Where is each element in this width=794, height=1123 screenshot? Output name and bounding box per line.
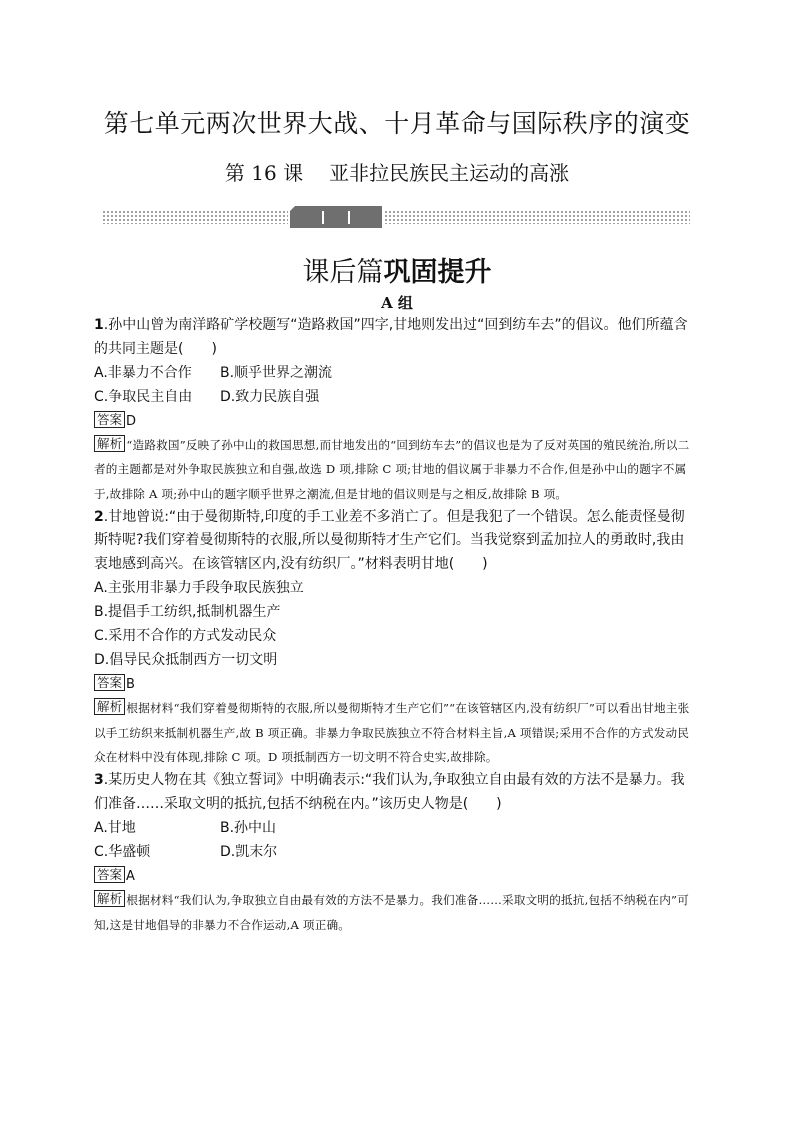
answer-value: D [126, 414, 137, 429]
section-title-normal: 课后篇 [302, 257, 384, 288]
lesson-title [0, 157, 794, 186]
lesson-number: 第 16 课 [224, 161, 304, 185]
question-list [94, 314, 698, 937]
unit-title: 第七单元两次世界大战、十月革命与国际秩序的演变 [103, 109, 691, 138]
question-number: 2 [94, 508, 104, 525]
options [94, 361, 698, 409]
question-text: .某历史人物在其《独立誓词》中明确表示:“我们认为,争取独立自由最有效的方法不是暴力。我们准备……采取文明的抵抗,包括不纳税在内。”该历史人物是( ) [94, 772, 685, 812]
analysis-text: 根据材料“我们穿着曼彻斯特的衣服,所以曼彻斯特才生产它们”“在该管辖区内,没有纺织厂”可以看出甘地主张以手工纺织来抵制机器生产,故 B 项正确。非暴力争取民族独立不符合材料主旨,A 项错误;采用不合作的方式发动民众在材料中没有体现,排除 C 项。D 项抵制西方一切文明不符合史实,故排除。 [94, 701, 690, 764]
option-a: A.非暴力不合作 [94, 365, 192, 381]
divider-tab-icon [290, 206, 382, 228]
options [94, 576, 698, 672]
analysis-text: “造路救国”反映了孙中山的救国思想,而甘地发出的“回到纺车去”的倡议也是为了反对英国的殖民统治,所以二者的主题都是对外争取民族独立和自强,故选 D 项,排除 C 项;甘地的倡议属于非暴力不合作,但是孙中山的题字不属于,故排除 A 项;孙中山的题字顺乎世界之潮流,但是甘地的倡议则是与之相反,故排除 B 项。 [94, 438, 690, 501]
analysis-tag: 解析 [94, 890, 125, 907]
dot-pattern-left [102, 210, 288, 224]
analysis [94, 888, 698, 937]
option-c: C.采用不合作的方式发动民众 [94, 628, 277, 645]
analysis-tag: 解析 [94, 435, 125, 452]
answer-line [94, 865, 698, 888]
question-1 [94, 314, 698, 506]
decorative-divider [102, 204, 690, 230]
lesson-name: 亚非拉民族民主运动的高涨 [329, 161, 570, 185]
option-b: B.提倡手工纺织,抵制机器生产 [94, 604, 281, 621]
question-stem [94, 314, 698, 361]
analysis [94, 696, 698, 769]
group-title: A 组 [381, 294, 413, 312]
option-a: A.主张用非暴力手段争取民族独立 [94, 580, 304, 597]
option-c: C.争取民主自由 [94, 389, 193, 405]
answer-tag: 答案 [94, 674, 125, 691]
analysis-tag: 解析 [94, 698, 125, 715]
answer-tag: 答案 [94, 411, 125, 428]
section-title-bold: 巩固提升 [383, 257, 492, 288]
answer-line [94, 410, 698, 433]
answer-value: A [126, 869, 135, 885]
question-stem [94, 769, 698, 816]
question-number: 3 [94, 772, 104, 789]
question-stem [94, 506, 698, 577]
answer-tag: 答案 [94, 866, 125, 883]
option-d: D.倡导民众抵制西方一切文明 [94, 652, 278, 669]
question-2 [94, 506, 698, 769]
option-b: B.顺乎世界之潮流 [220, 365, 333, 381]
question-number: 1 [94, 317, 104, 333]
option-b: B.孙中山 [220, 820, 277, 837]
dot-pattern-right [384, 210, 690, 224]
question-text: .孙中山曾为南洋路矿学校题写“造路救国”四字,甘地则发出过“回到纺车去”的倡议。他们所蕴含的共同主题是( ) [94, 317, 688, 357]
section-title [0, 250, 794, 289]
answer-value: B [126, 677, 135, 693]
option-a: A.甘地 [94, 820, 136, 837]
option-c: C.华盛顿 [94, 844, 151, 861]
answer-line [94, 673, 698, 696]
question-3 [94, 769, 698, 937]
option-d: D.凯末尔 [220, 844, 278, 861]
option-d: D.致力民族自强 [220, 389, 320, 405]
options [94, 816, 698, 864]
analysis [94, 433, 698, 506]
analysis-text: 根据材料“我们认为,争取独立自由最有效的方法不是暴力。我们准备……采取文明的抵抗,包括不纳税在内”可知,这是甘地倡导的非暴力不合作运动,A 项正确。 [94, 893, 689, 932]
question-text: .甘地曾说:“由于曼彻斯特,印度的手工业差不多消亡了。但是我犯了一个错误。怎么能责怪曼彻斯特呢?我们穿着曼彻斯特的衣服,所以曼彻斯特才生产它们。当我觉察到孟加拉人的勇敢时,我由衷地感到高兴。在该管辖区内,没有纺织厂。”材料表明甘地( ) [94, 508, 685, 572]
